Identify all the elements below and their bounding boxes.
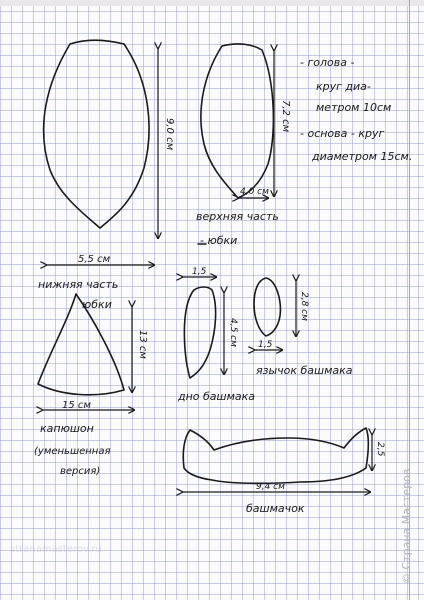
lower-skirt-shape bbox=[44, 40, 149, 228]
hood-caption-line1: капюшон bbox=[40, 422, 94, 435]
shoe-tongue-caption: язычок башмака bbox=[256, 364, 353, 377]
hood-caption-line2: (уменьшенная bbox=[34, 446, 111, 457]
upper-skirt-width-label: 4,0 см bbox=[240, 187, 269, 197]
lower-skirt-width-label: 5,5 см bbox=[78, 254, 111, 265]
hood-width-label: 15 см bbox=[62, 400, 91, 411]
upper-skirt-caption-line1: верхняя часть bbox=[196, 210, 279, 223]
base-note-line2: диаметром 15см. bbox=[312, 150, 413, 163]
shoe-tongue-shape bbox=[254, 278, 280, 336]
head-note-line2: круг диа- bbox=[316, 80, 371, 93]
upper-skirt-height-label: 7,2 см bbox=[280, 100, 291, 133]
shoe-sole-caption: дно башмака bbox=[178, 390, 256, 403]
shoe-sole-shape bbox=[184, 287, 215, 378]
shoe-sole-width-label: 1,5 bbox=[192, 267, 207, 277]
hood-height-label: 13 см bbox=[137, 330, 148, 359]
shoe-sole-height-label: 4,5 см bbox=[228, 318, 238, 347]
lower-skirt-caption-line1: нижняя часть bbox=[38, 278, 119, 291]
lower-skirt-caption-line2: юбки bbox=[82, 298, 112, 311]
shoe-tongue-height-label: 2,8 см bbox=[299, 292, 309, 321]
head-note-line3: метром 10см bbox=[316, 101, 392, 114]
shoe-width-label: 9,4 см bbox=[256, 482, 285, 492]
lower-skirt-height-label: 9,0 см bbox=[164, 118, 175, 151]
watermark-bottom: stranamasterov.ru bbox=[10, 544, 102, 555]
base-note-line1: - основа - круг bbox=[300, 127, 385, 140]
upper-skirt-shape bbox=[201, 44, 274, 198]
upper-skirt-caption-line2: - юбки bbox=[200, 234, 238, 247]
head-note-line1: - голова - bbox=[300, 56, 355, 69]
shoe-tongue-width-label: 1,5 bbox=[258, 340, 273, 350]
hood-caption-line3: версия) bbox=[60, 466, 101, 477]
shoe-shape bbox=[183, 428, 368, 483]
shoe-caption: башмачок bbox=[246, 502, 305, 515]
watermark-side: © Страна Мастеров bbox=[400, 468, 413, 584]
shoe-height-label: 2,5 bbox=[375, 442, 385, 457]
